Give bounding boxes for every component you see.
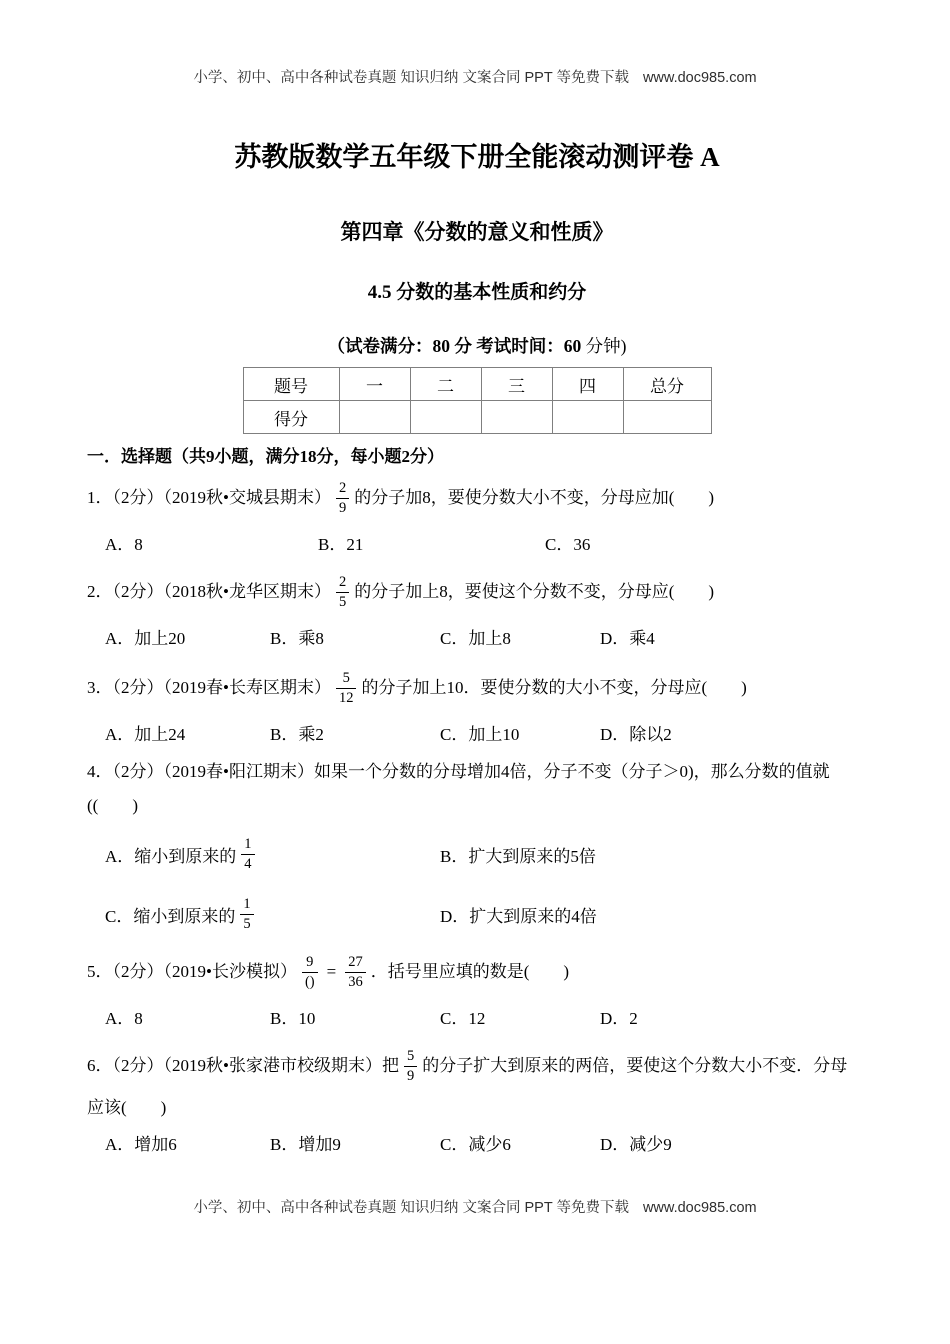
section-heading: 一．选择题（共9小题，满分18分，每小题2分） bbox=[87, 447, 444, 466]
footer-site-url: www.doc985.com bbox=[642, 1200, 757, 1216]
option: A．加上24 bbox=[105, 725, 186, 744]
option: B．10 bbox=[270, 1009, 316, 1028]
score-table-col-3: 三 bbox=[481, 368, 552, 401]
exam-info-light: 分钟) bbox=[581, 336, 627, 356]
score-table-col-4: 四 bbox=[552, 368, 623, 401]
footer-note-text: 小学、初中、高中各种试卷真题 知识归纳 文案合同 PPT 等免费下载 bbox=[193, 1200, 629, 1216]
header-site-url: www.doc985.com bbox=[642, 70, 757, 86]
footer-note bbox=[0, 1196, 950, 1217]
option: D．扩大到原来的4倍 bbox=[440, 906, 597, 926]
question-5-options bbox=[87, 1007, 867, 1030]
option: A．加上20 bbox=[105, 629, 186, 648]
question-6-suffix: 的分子扩大到原来的两倍，要使这个分数大小不变．分母 bbox=[422, 1056, 848, 1075]
fraction bbox=[345, 954, 366, 991]
score-cell bbox=[623, 401, 711, 434]
question-4-line-1 bbox=[87, 760, 867, 784]
fraction-denominator: 36 bbox=[345, 972, 366, 991]
header-note-text: 小学、初中、高中各种试卷真题 知识归纳 文案合同 PPT 等免费下载 bbox=[193, 70, 629, 86]
question-5-line bbox=[87, 950, 867, 994]
question-3-prefix: 3．（2分）（2019春•长寿区期末） bbox=[87, 678, 331, 697]
question-6-line bbox=[87, 1044, 867, 1088]
option: D．乘4 bbox=[600, 629, 655, 648]
exam-info-bold: （试卷满分：80 分 考试时间：60 bbox=[327, 336, 582, 356]
fraction-numerator: 2 bbox=[338, 573, 347, 590]
option: B．21 bbox=[318, 535, 364, 554]
fraction-numerator: 1 bbox=[243, 895, 251, 912]
fraction bbox=[336, 574, 349, 611]
option: A．8 bbox=[105, 535, 143, 554]
question-4-text-continued: (( ) bbox=[87, 796, 138, 815]
question-3-options bbox=[87, 723, 867, 746]
option: D．减少9 bbox=[600, 1135, 672, 1154]
option: C．加上10 bbox=[440, 725, 520, 744]
question-3-suffix: 的分子加上10．要使分数的大小不变，分母应( ) bbox=[361, 678, 747, 697]
fraction-numerator: 27 bbox=[348, 953, 363, 970]
score-cell bbox=[481, 401, 552, 434]
option: C．减少6 bbox=[440, 1135, 511, 1154]
fraction bbox=[240, 896, 253, 933]
fraction bbox=[302, 954, 318, 991]
page-title: 苏教版数学五年级下册全能滚动测评卷 A bbox=[234, 142, 720, 172]
question-6-text-continued: 应该( ) bbox=[87, 1098, 167, 1117]
fraction-denominator: 9 bbox=[336, 498, 349, 517]
score-cell bbox=[410, 401, 481, 434]
fraction-numerator: 2 bbox=[338, 479, 347, 496]
fraction-numerator: 5 bbox=[406, 1047, 415, 1064]
option: A．增加6 bbox=[105, 1135, 177, 1154]
question-4-options-row-2 bbox=[87, 892, 867, 936]
chapter-title: 第四章《分数的意义和性质》 bbox=[340, 220, 614, 244]
fraction-numerator: 1 bbox=[244, 835, 252, 852]
fraction-denominator: () bbox=[302, 972, 318, 991]
question-6-options bbox=[87, 1133, 867, 1156]
subsection-title: 4.5 分数的基本性质和约分 bbox=[367, 282, 587, 303]
question-5-suffix: ．括号里应填的数是( ) bbox=[370, 962, 570, 981]
fraction-numerator: 9 bbox=[306, 953, 314, 970]
option: B．扩大到原来的5倍 bbox=[440, 846, 596, 866]
option: B．增加9 bbox=[270, 1135, 341, 1154]
option bbox=[105, 836, 440, 873]
question-4-text: 4．（2分）（2019春•阳江期末）如果一个分数的分母增加4倍，分子不变（分子＞0)，那么分数的值就 bbox=[87, 762, 830, 781]
fraction bbox=[241, 836, 254, 873]
fraction-denominator: 12 bbox=[336, 688, 357, 707]
option: C．36 bbox=[545, 535, 591, 554]
question-1-options bbox=[87, 533, 867, 556]
fraction-numerator: 5 bbox=[342, 669, 350, 686]
document-content bbox=[87, 140, 867, 1156]
option-label: A．缩小到原来的 bbox=[105, 846, 237, 866]
option bbox=[105, 896, 440, 933]
option: A．8 bbox=[105, 1009, 143, 1028]
question-2-line bbox=[87, 570, 867, 614]
score-table-header-label: 题号 bbox=[243, 368, 339, 401]
question-6-prefix: 6．（2分）（2019秋•张家港市校级期末）把 bbox=[87, 1056, 399, 1075]
score-row-label: 得分 bbox=[243, 401, 339, 434]
question-2-suffix: 的分子加上8，要使这个分数不变，分母应( ) bbox=[354, 582, 715, 601]
question-5-prefix: 5．（2分）（2019•长沙模拟） bbox=[87, 962, 297, 981]
fraction-denominator: 5 bbox=[240, 914, 253, 933]
score-table-header-row bbox=[243, 368, 711, 401]
question-1-line bbox=[87, 476, 867, 520]
score-table-col-2: 二 bbox=[410, 368, 481, 401]
question-6-line-2 bbox=[87, 1096, 867, 1120]
score-cell bbox=[552, 401, 623, 434]
question-1-suffix: 的分子加8，要使分数大小不变，分母应加( ) bbox=[354, 488, 715, 507]
option-label: C．缩小到原来的 bbox=[105, 906, 236, 926]
question-3-line bbox=[87, 666, 867, 710]
fraction-denominator: 4 bbox=[241, 854, 254, 873]
option: C．加上8 bbox=[440, 629, 511, 648]
question-4-line-2 bbox=[87, 794, 867, 818]
fraction-denominator: 9 bbox=[404, 1066, 417, 1085]
exam-info bbox=[87, 334, 867, 358]
option: B．乘8 bbox=[270, 629, 324, 648]
question-1-prefix: 1．（2分）（2019秋•交城县期末） bbox=[87, 488, 331, 507]
option: D．2 bbox=[600, 1009, 638, 1028]
question-4-options-row-1 bbox=[87, 832, 867, 876]
score-table-col-total: 总分 bbox=[623, 368, 711, 401]
option: C．12 bbox=[440, 1009, 486, 1028]
score-cell bbox=[339, 401, 410, 434]
header-note bbox=[0, 66, 950, 87]
question-2-options bbox=[87, 627, 867, 650]
fraction bbox=[404, 1048, 417, 1085]
score-table bbox=[243, 367, 712, 434]
score-table-score-row bbox=[243, 401, 711, 434]
option: D．除以2 bbox=[600, 725, 672, 744]
fraction bbox=[336, 480, 349, 517]
equals-sign: = bbox=[326, 962, 337, 981]
question-2-prefix: 2．（2分）（2018秋•龙华区期末） bbox=[87, 582, 331, 601]
fraction-denominator: 5 bbox=[336, 592, 349, 611]
fraction bbox=[336, 670, 357, 707]
score-table-col-1: 一 bbox=[339, 368, 410, 401]
option: B．乘2 bbox=[270, 725, 324, 744]
